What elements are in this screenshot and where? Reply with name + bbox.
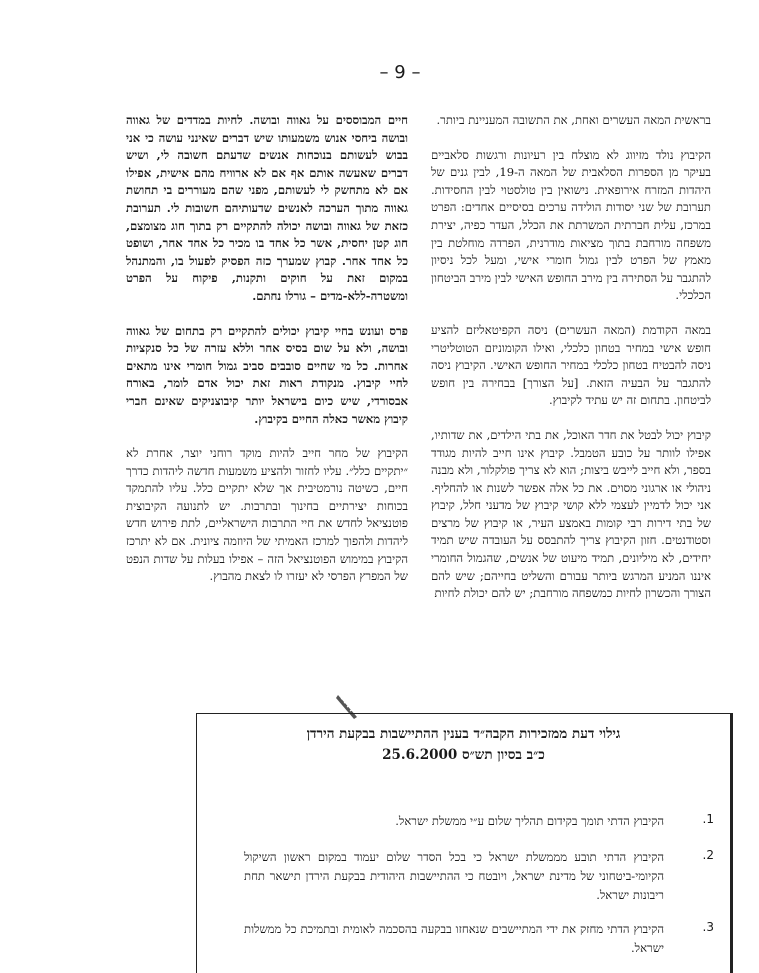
declaration-box (196, 713, 733, 973)
paragraph: הקיבוץ של מחר חייב להיות מוקד רוחני יוצר, אחרת לא ״יתקיים כלל״. עליו לחזור ולהציע משמעות חדשה ליהדות כדרך חיים, כשיטה נורמטיבית אך שלא יתקיים כלל. עליו להתמקד בכוחות יצירתיים בחינוך ובתרבות. יש לתנועה הקיבוצית פוטנציאל לחדש את חיי התרבות הישראליים, לתת פירוש חדש ליהדות ולהפוך למרכז האמיתי של היוזמה ציונית. אם לא יתרכז הקיבוץ במימוש הפוטנציאל הזה – אפילו בעלות על שדות הנפט של המפרץ הפרסי לא יעזרו לו לצאת מהבוץ. (126, 446, 408, 584)
declaration-item: הקיבוץ הדתי מחזק את ידי המתיישבים שנאחזו בבקעה בהסכמה לאומית ובתמיכת כל ממשלות ישראל. (244, 922, 664, 955)
paragraph-bold: חיים המבוססים על גאווה ובושה. לחיות במדדים של גאווה ובושה ביחסי אנוש משמעותו שיש דברים שאינני עושה כי אני בבוש לעשותם בנוכחות אנשים שדעתם חשובה לי, ושיש דברים שאעשה אותם אף אם לא ארוויח מהם אישית, אפילו אם לא מתחשק לי לעשותם, מפני שהם מעוררים בי תחושת גאווה מתוך הערכה לאנשים שדעותיהם חשובות לי. תערובת כזאת של גאווה ובושה יכולה להתקיים רק בתוך חוג מצומצם, חוג קטן יחסית, אשר כל אחד בו מכיר כל אחד אחר, ושופט כל אחד אחר. קבוץ שמערך כזה הפסיק לפעול בו, והמתנהל במקום זאת על חוקים ותקנות, פיקוח על הפרט ומשטרה-ללא-מדים – גורלו נחתם. (126, 113, 408, 303)
left-column (126, 112, 408, 603)
paragraph-bold: פרס ועונש בחיי קיבוץ יכולים להתקיים רק בתחום של גאווה ובושה, ולא על שום בסיס אחר וללא עזרה של כל סנקציות אחרות. כל מי שחיים סובבים סביב גמול חומרי אינו מתאים לחיי קיבוץ. מנקודת ראות זאת יכול אדם לומר, באורח אבסורדי, שיש כיום בישראל יותר קיבוצניקים שאינם חברי קיבוץ מאשר כאלה החיים בקיבוץ. (126, 323, 408, 426)
item-number: .2 (702, 848, 714, 862)
declaration-item: הקיבוץ הדתי תובע מממשלת ישראל כי בכל הסדר שלום יעמוד במקום ראשון השיקול הקיומי-ביטחוני של מדינת ישראל, ויובטח כי ההתיישבות היהודית בבקעת הירדן תישאר תחת ריבונות ישראל. (244, 850, 664, 902)
declaration-title (217, 724, 710, 766)
declaration-date: כ״ב בסיון תש״ס 25.6.2000 (382, 747, 545, 763)
paragraph: בראשית המאה העשרים ואחת, את התשובה המעניינת ביותר. (436, 113, 711, 127)
item-number: .3 (702, 920, 714, 934)
declaration-item: הקיבוץ הדתי תומך בקידום תהליך שלום ע״י ממשלת ישראל. (395, 814, 664, 828)
right-column (431, 112, 711, 620)
declaration-title-line: גילוי דעת ממזכירות הקבה״ד בענין ההתיישבות בבקעת הירדן (306, 726, 621, 742)
paragraph: קיבוץ יכול לבטל את חדר האוכל, את בתי הילדים, את שדותיו, אפילו לוותר על כובע הטמבל. קיבוץ אינו חייב להיות מגודד בספר, ולא חייב לייבש ביצות; הוא לא צריך פולקלור, ולא מבנה ניהולי או ארגוני מסוים. את כל אלה אפשר לשנות או להחליף. אני יכול לדמיין לעצמי ללא קושי קיבוץ של מדעני חלל, קיבוץ של בתי דירות רבי קומות באמצע העיר, או קיבוץ של מרצים וסטודנטים. חזון הקיבוץ צריך להתבסס על העובדה שיש תמיד יחידים, לא מיליונים, תמיד מיעוט של אנשים, שהגמול החומרי איננו המניע המרגש ביותר עבורם והשליט בחייהם; שיש להם הצורך והכשרון לחיות כמשפחה מורחבת; יש להם יכולת לחיות (431, 427, 711, 601)
page-number: – 9 – (379, 62, 421, 83)
paragraph: במאה הקודמת (המאה העשרים) ניסה הקפיטאליזם להציע חופש אישי במחיר בטחון כלכלי, ואילו הקומוניזם הטוטליטרי ניסה להבטיח בטחון כלכלי במחיר החופש האישי. הקיבוץ ניסה להתגבר על הבעיה הזאת. [על הצורך] בבחירה בין חופש לביטחון. בתחום זה יש עתיד לקיבוץ. (431, 322, 711, 408)
item-number: .1 (702, 812, 714, 826)
paragraph: הקיבוץ נולד מזיווג לא מוצלח בין רעיונות ורגשות סלאביים בעיקר מן הספרות הסלאבית של המאה ה-19, לבין גנים של היהדות המזרח אירופאית. נישואין בין טולסטוי לבין החסידות. תערובת של שני יסודות הולידה ערכים בסיסיים אחדים: הפרט במרכז, עלית חברתית המשרתת את הכלל, העדר כפיה, יצירת משפחה מורחבת בתוך מציאות מודרנית, הפרדה מוחלטת בין מאמץ של הפרט לבין גמול חומרי אישי, ומעל לכל ניסיון להתגבר על הסתירה בין מירב החופש האישי לבין מירב הביטחון הכלכלי. (431, 147, 711, 303)
